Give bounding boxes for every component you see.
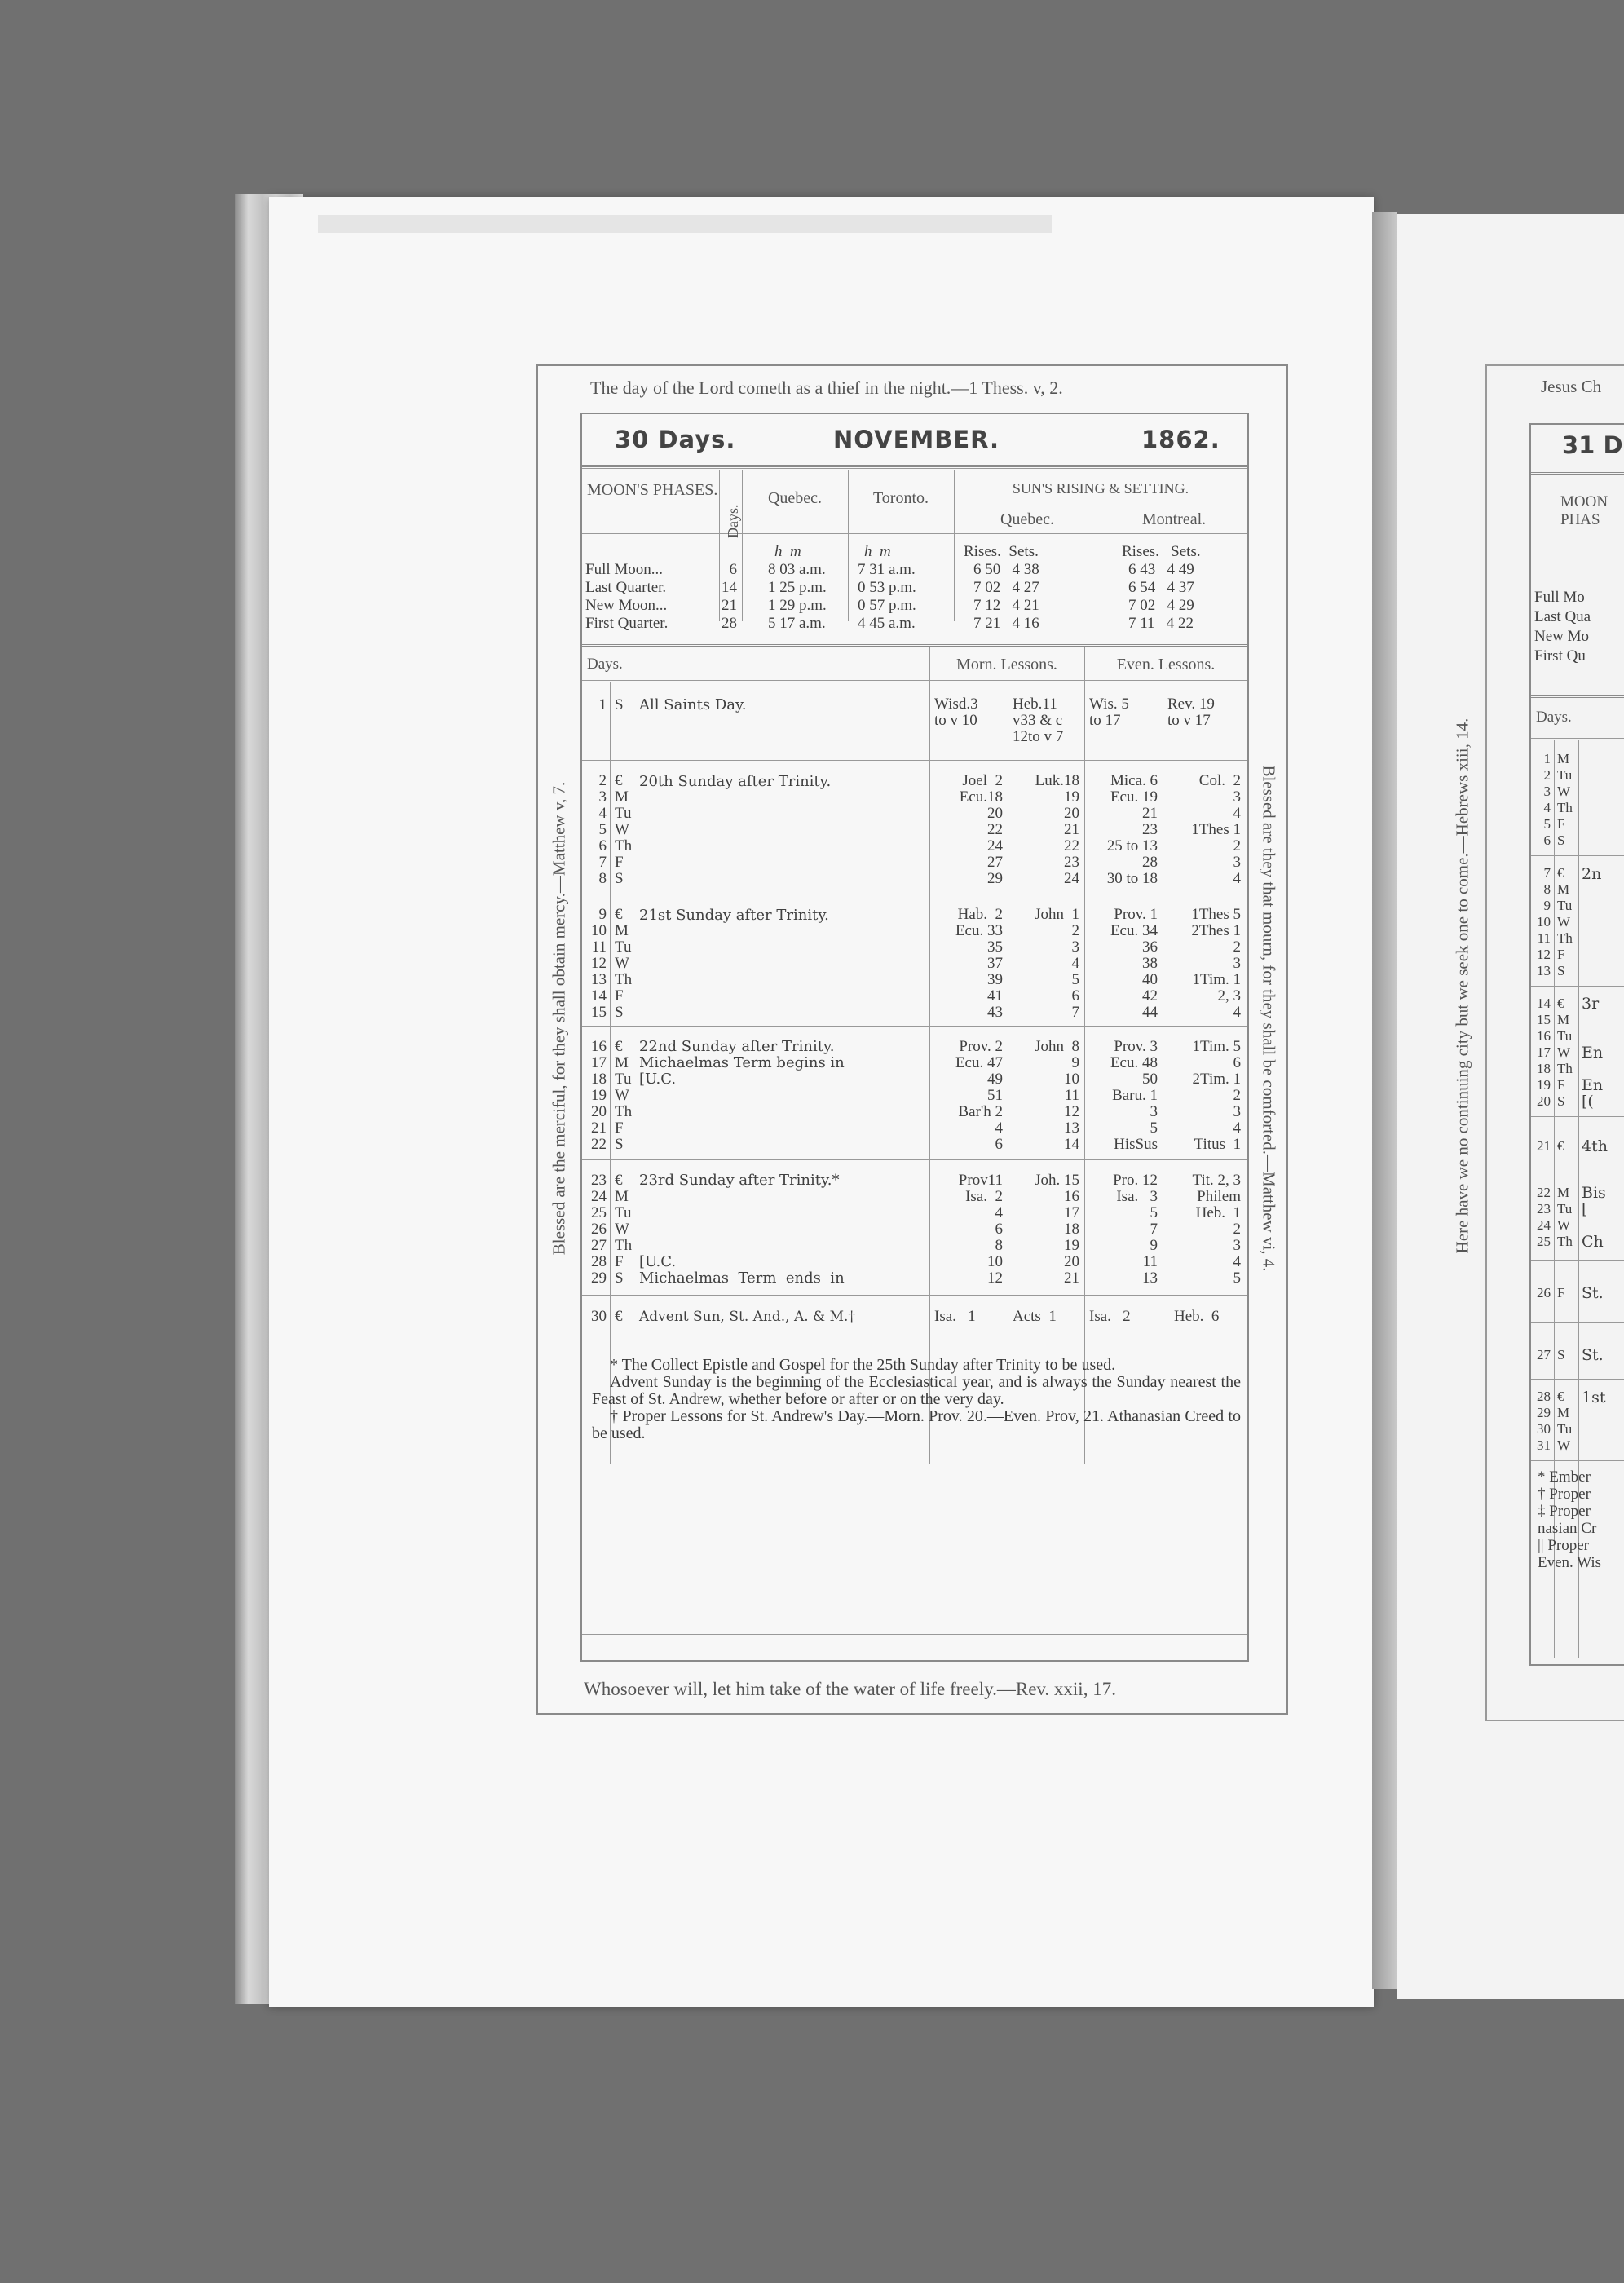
days-header: Days. [725, 504, 741, 538]
next-observance: 2n [1582, 865, 1602, 883]
next-heading: 31 D [1562, 431, 1623, 459]
next-phases: Full Mo Last Qua New Mo First Qu [1534, 589, 1591, 665]
next-top-quote: Jesus Ch [1541, 377, 1602, 396]
rule [582, 1159, 1247, 1160]
phase-toronto: 7 31 a.m. [858, 561, 916, 578]
sun-quebec: 7 21 4 16 [973, 615, 1039, 632]
year: 1862. [1141, 426, 1220, 453]
next-weekdays: F [1557, 1285, 1565, 1300]
phase-day: 14 [722, 579, 737, 596]
phase-toronto: 4 45 a.m. [858, 615, 916, 632]
rises-sets-quebec: Rises. Sets. [964, 543, 1039, 560]
phase-row [582, 579, 1247, 597]
observance: 20th Sunday after Trinity. [639, 773, 832, 790]
next-day-numbers: 28 29 30 31 [1537, 1389, 1551, 1453]
rule [1531, 472, 1624, 475]
next-observance: 3r En En [( [1582, 995, 1604, 1111]
evening-second-lesson: Rev. 19 to v 17 [1167, 695, 1215, 729]
weekday: € [615, 1308, 623, 1325]
next-observance: Bis [ Ch [1582, 1184, 1606, 1251]
evening-first-lesson: Pro. 12 Isa. 3 5 7 9 11 13 [1113, 1172, 1158, 1287]
rule [1531, 695, 1624, 698]
phase-toronto: 0 57 p.m. [858, 597, 916, 614]
rule [582, 468, 1247, 469]
day-number: 16 17 18 19 20 21 22 [591, 1038, 607, 1153]
evening-second-lesson: Col. 2 3 4 1Thes 1 2 3 4 [1191, 772, 1241, 887]
evening-second-lesson: Tit. 2, 3 Philem Heb. 1 2 3 4 5 [1192, 1172, 1241, 1287]
next-day-numbers: 21 [1537, 1138, 1551, 1154]
observance: Advent Sun, St. And., A. & M.† [639, 1309, 855, 1325]
almanac-page [536, 364, 1288, 1715]
phase-name: First Quarter. [585, 615, 669, 632]
phase-quebec: 1 25 p.m. [768, 579, 827, 596]
rule [1531, 1379, 1624, 1380]
phase-row [582, 597, 1247, 615]
sun-quebec: 6 50 4 38 [973, 561, 1039, 578]
phase-name: Full Moon... [585, 561, 664, 578]
day-number: 2 3 4 5 6 7 8 [598, 772, 607, 887]
rule [582, 1634, 1247, 1635]
footnote-st-andrew: † Proper Lessons for St. Andrew's Day.—Morn. Prov. 20.—Even. Prov, 21. Athanasian Creed to be used. [592, 1407, 1241, 1442]
next-weekdays: M Tu W Th [1557, 1185, 1573, 1249]
left-quote-text: Blessed are the merciful, for they shall obtain mercy.—Matthew v, 7. [549, 781, 569, 1256]
morning-second-lesson: John 1 2 3 4 5 6 7 [1035, 906, 1079, 1021]
quebec-header: Quebec. [767, 489, 823, 507]
month-title-bar [582, 414, 1247, 467]
page-stain [318, 215, 1052, 233]
next-observance: 4th [1582, 1137, 1608, 1155]
next-day-numbers: 7 8 9 10 11 12 13 [1537, 865, 1551, 978]
moon-phases-header: MOON'S PHASES. [587, 481, 718, 499]
days-count: 30 Days. [615, 426, 736, 453]
observance: All Saints Day. [639, 696, 747, 713]
weekday: € M Tu W Th F S [615, 1038, 633, 1153]
rule [1531, 855, 1624, 856]
next-frame [1529, 423, 1624, 1666]
observance: 22nd Sunday after Trinity. Michaelmas Term begins in [U.C. [639, 1038, 845, 1088]
phase-day: 28 [722, 615, 737, 632]
rule [1531, 1460, 1624, 1461]
observance: 23rd Sunday after Trinity.* [U.C. Michaelmas Term ends in [639, 1172, 845, 1287]
morning-first-lesson: Hab. 2 Ecu. 33 35 37 39 41 43 [955, 906, 1003, 1021]
next-page-partial [1452, 364, 1624, 1721]
rule [1531, 986, 1624, 987]
evening-first-lesson: Wis. 5 to 17 [1089, 695, 1129, 729]
top-quote: The day of the Lord cometh as a thief in the night.—1 Thess. v, 2. [590, 378, 1063, 398]
sun-header: SUN'S RISING & SETTING. [1012, 480, 1189, 497]
next-day-numbers: 1 2 3 4 5 6 [1543, 751, 1551, 848]
phase-quebec: 5 17 a.m. [768, 615, 826, 632]
book-gutter [1372, 212, 1397, 1989]
next-day-numbers: 22 23 24 25 [1537, 1185, 1551, 1249]
rule [582, 680, 1247, 681]
weekday: S [615, 696, 624, 713]
evening-first-lesson: Prov. 3 Ecu. 48 50 Baru. 1 3 5 HisSus [1110, 1038, 1158, 1153]
footnote-advent: Advent Sunday is the beginning of the Ecclesiastical year, and is always the Sunday nearest the Feast of St. Andrew, whether before or after or on the very day. [592, 1373, 1241, 1408]
rule [1531, 1260, 1624, 1261]
sun-montreal: 6 54 4 37 [1128, 579, 1194, 596]
morning-first-lesson: Prov. 2 Ecu. 47 49 51 Bar'h 2 4 6 [955, 1038, 1003, 1153]
evening-second-lesson: 1Tim. 5 6 2Tim. 1 2 3 4 Titus 1 [1192, 1038, 1241, 1153]
next-weekdays: € M Tu W Th F S [1557, 865, 1573, 978]
rule [582, 1026, 1247, 1027]
phase-day: 6 [729, 561, 737, 578]
morning-first-lesson: Isa. 1 [934, 1308, 976, 1325]
phase-day: 21 [722, 597, 737, 614]
rule [582, 644, 1247, 647]
sun-montreal: 7 11 4 22 [1128, 615, 1194, 632]
rule [1531, 1322, 1624, 1323]
next-weekdays: € M Tu W [1557, 1389, 1573, 1453]
phase-name: Last Quarter. [585, 579, 667, 596]
rule [582, 760, 1247, 761]
rises-sets-montreal: Rises. Sets. [1122, 543, 1201, 560]
next-day-numbers: 14 15 16 17 18 19 20 [1537, 996, 1551, 1109]
day-number: 30 [591, 1308, 607, 1325]
day-number: 9 10 11 12 13 14 15 [591, 906, 607, 1021]
sun-quebec: 7 02 4 27 [973, 579, 1039, 596]
rule [1531, 1116, 1624, 1117]
month-name: NOVEMBER. [833, 426, 1000, 453]
sun-montreal: 6 43 4 49 [1128, 561, 1194, 578]
evening-first-lesson: Mica. 6 Ecu. 19 21 23 25 to 13 28 30 to 18 [1106, 772, 1158, 887]
bottom-quote: Whosoever will, let him take of the water of life freely.—Rev. xxii, 17. [584, 1679, 1116, 1699]
next-observance: St. [1582, 1346, 1604, 1364]
hm-toronto: h m [864, 543, 891, 560]
sun-montreal-header: Montreal. [1141, 510, 1207, 528]
morning-first-lesson: Prov11 Isa. 2 4 6 8 10 12 [958, 1172, 1003, 1287]
day-number: 1 [598, 696, 607, 713]
next-side-quote-text: Here have we no continuing city but we seek one to come.—Hebrews xiii, 14. [1452, 718, 1472, 1254]
next-weekdays: M Tu W Th F S [1557, 751, 1573, 848]
morning-first-lesson: Wisd.3 to v 10 [934, 695, 978, 729]
next-weekdays: S [1557, 1347, 1565, 1362]
next-day-numbers: 26 [1537, 1285, 1551, 1300]
next-weekdays: € [1557, 1138, 1564, 1154]
observance: 21st Sunday after Trinity. [639, 907, 829, 924]
morning-lessons-header: Morn. Lessons. [956, 656, 1057, 673]
calendar-frame [580, 413, 1249, 1662]
weekday: € M Tu W Th F S [615, 1172, 633, 1287]
sun-quebec-header: Quebec. [1000, 510, 1055, 528]
phase-row [582, 561, 1247, 579]
footnotes [592, 1357, 1241, 1442]
phase-toronto: 0 53 p.m. [858, 579, 916, 596]
phase-quebec: 8 03 a.m. [768, 561, 826, 578]
evening-first-lesson: Isa. 2 [1089, 1308, 1131, 1325]
evening-second-lesson: 1Thes 5 2Thes 1 2 3 1Tim. 1 2, 3 4 [1191, 906, 1241, 1021]
next-observance: 1st [1582, 1389, 1606, 1406]
morning-second-lesson: Luk.18 19 20 21 22 23 24 [1035, 772, 1079, 887]
evening-first-lesson: Prov. 1 Ecu. 34 36 38 40 42 44 [1110, 906, 1158, 1021]
rule [582, 1295, 1247, 1296]
evening-lessons-header: Even. Lessons. [1116, 656, 1216, 673]
sun-quebec: 7 12 4 21 [973, 597, 1039, 614]
next-days-header: Days. [1536, 709, 1572, 726]
toronto-header: Toronto. [872, 489, 929, 507]
morning-first-lesson: Joel 2 Ecu.18 20 22 24 27 29 [959, 772, 1003, 887]
rule [582, 533, 1247, 534]
next-footnotes: * Ember † Proper ‡ Proper nasian Cr || Proper Even. Wis [1538, 1468, 1602, 1571]
sun-montreal: 7 02 4 29 [1128, 597, 1194, 614]
evening-second-lesson: Heb. 6 [1174, 1308, 1220, 1325]
right-quote-text: Blessed are they that mourn, for they shall be comforted.—Matthew vi, 4. [1259, 765, 1279, 1272]
next-observance: St. [1582, 1284, 1604, 1302]
phase-quebec: 1 29 p.m. [768, 597, 827, 614]
rule [1531, 738, 1624, 739]
lessons-days-header: Days. [587, 656, 623, 673]
phase-name: New Moon... [585, 597, 668, 614]
hm-quebec: h m [774, 543, 801, 560]
rule [610, 682, 611, 1464]
morning-second-lesson: Heb.11 v33 & c 12to v 7 [1013, 695, 1064, 745]
morning-second-lesson: Joh. 15 16 17 18 19 20 21 [1035, 1172, 1079, 1287]
next-weekdays: € M Tu W Th F S [1557, 996, 1573, 1109]
footnote-collect: * The Collect Epistle and Gospel for the 25th Sunday after Trinity to be used. [610, 1356, 1116, 1374]
morning-second-lesson: John 8 9 10 11 12 13 14 [1035, 1038, 1079, 1153]
weekday: € M Tu W Th F S [615, 772, 633, 887]
day-number: 23 24 25 26 27 28 29 [591, 1172, 607, 1287]
phase-row [582, 615, 1247, 633]
weekday: € M Tu W Th F S [615, 906, 633, 1021]
next-moon-header: MOON PHAS [1560, 493, 1609, 528]
morning-second-lesson: Acts 1 [1013, 1308, 1057, 1325]
next-day-numbers: 27 [1537, 1347, 1551, 1362]
